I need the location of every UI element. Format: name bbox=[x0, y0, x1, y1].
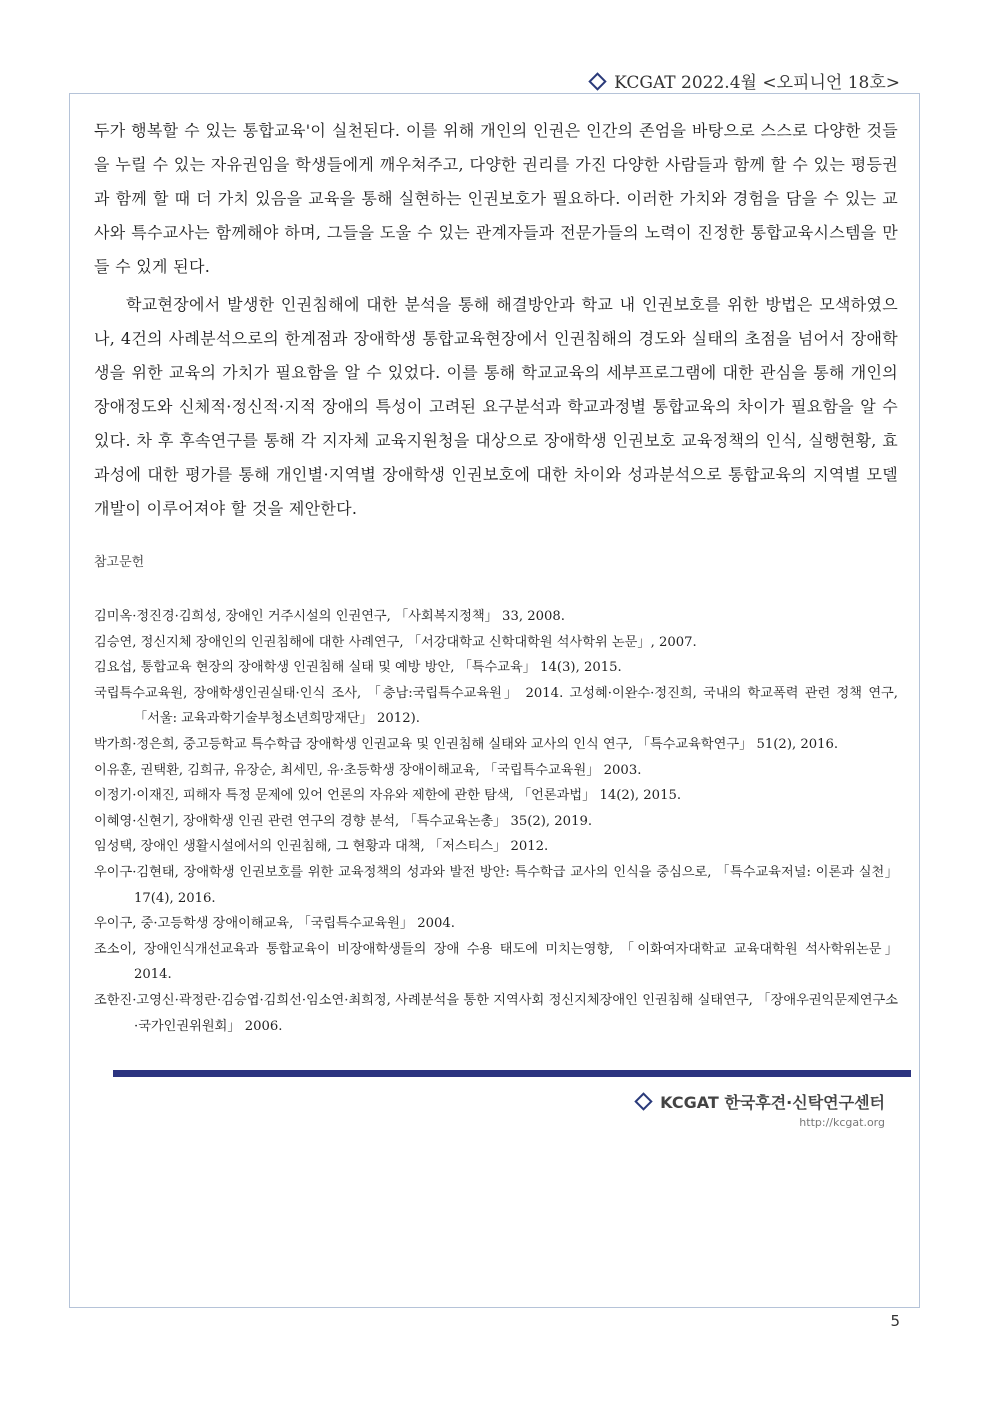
reference-item: 김미옥·정진경·김희성, 장애인 거주시설의 인권연구, 「사회복지정책」 33, 2008. bbox=[94, 609, 565, 624]
body-text bbox=[94, 114, 898, 526]
reference-item: 조한진·고영신·곽정란·김승엽·김희선·임소연·최희정, 사례분석을 통한 지역사회 정신지체장애인 인권침해 실태연구, 「장애우권익문제연구소·국가인권위원회」 2006. bbox=[94, 992, 898, 1034]
reference-item: 김승연, 정신지체 장애인의 인권침해에 대한 사례연구, 「서강대학교 신학대학원 석사학위 논문」, 2007. bbox=[94, 634, 697, 650]
footer-brand bbox=[520, 1090, 885, 1113]
reference-item: 임성택, 장애인 생활시설에서의 인권침해, 그 현황과 대책, 「저스티스」 2012. bbox=[94, 839, 549, 855]
reference-item: 박가희·정은희, 중고등학교 특수학급 장애학생 인권교육 및 인권침해 실태와 교사의 인식 연구, 「특수교육학연구」 51(2), 2016. bbox=[94, 736, 839, 752]
reference-item: 이혜영·신현기, 장애학생 인권 관련 연구의 경향 분석, 「특수교육논총」 35(2), 2019. bbox=[94, 813, 593, 829]
footer-divider bbox=[113, 1070, 911, 1077]
footer-brand-name: KCGAT 한국후견·신탁연구센터 bbox=[660, 1093, 885, 1112]
diamond-icon bbox=[588, 72, 606, 90]
diamond-icon bbox=[634, 1092, 652, 1110]
page-header bbox=[560, 68, 900, 93]
reference-item: 국립특수교육원, 장애학생인권실태·인식 조사, 「충남:국립특수교육원」 2014. 고성혜·이완수·정진희, 국내의 학교폭력 관련 정책 연구, 「서울: 교육과학기술부청소년희망재단」 2012). bbox=[94, 685, 898, 727]
references-title: 참고문헌 bbox=[94, 555, 145, 570]
body-paragraph: 학교현장에서 발생한 인권침해에 대한 분석을 통해 해결방안과 학교 내 인권보호를 위한 방법은 모색하였으나, 4건의 사례분석으로의 한계점과 장애학생 통합교육현장에서 인권침해의 경도와 실태의 초점을 넘어서 장애학생을 위한 교육의 가치가 필요함을 알 수 있었다. 이를 통해 학교교육의 세부프로그램에 대한 관심을 통해 개인의 장애정도와 신체적·정신적·지적 장애의 특성이 고려된 요구분석과 학교과정별 통합교육의 차이가 필요함을 알 수 있다. 차 후 후속연구를 통해 각 지자체 교육지원청을 대상으로 장애학생 인권보호 교육정책의 인식, 실행현황, 효과성에 대한 평가를 통해 개인별·지역별 장애학생 인권보호에 대한 차이와 성과분석으로 통합교육의 지역별 모델개발이 이루어져야 할 것을 제안한다. bbox=[94, 295, 898, 518]
footer-url[interactable]: http://kcgat.org bbox=[799, 1116, 885, 1129]
page-number: 5 bbox=[890, 1312, 900, 1330]
reference-item: 조소이, 장애인식개선교육과 통합교육이 비장애학생들의 장애 수용 태도에 미치는영향, 「이화여자대학교 교육대학원 석사학위논문」 2014. bbox=[94, 941, 898, 983]
reference-item: 김요섭, 통합교육 현장의 장애학생 인권침해 실태 및 예방 방안, 「특수교육」 14(3), 2015. bbox=[94, 660, 622, 676]
body-paragraph: 두가 행복할 수 있는 통합교육'이 실천된다. 이를 위해 개인의 인권은 인간의 존엄을 바탕으로 스스로 다양한 것들을 누릴 수 있는 자유권임을 학생들에게 깨우쳐주고, 다양한 권리를 가진 다양한 사람들과 함께 할 수 있는 평등권과 함께 할 때 더 가치 있음을 교육을 통해 실현하는 인권보호가 필요하다. 이러한 가치와 경험을 담을 수 있는 교사와 특수교사는 함께해야 하며, 그들을 도울 수 있는 관계자들과 전문가들의 노력이 진정한 통합교육시스템을 만들 수 있게 된다. bbox=[94, 121, 898, 276]
reference-item: 이유훈, 권택환, 김희규, 유장순, 최세민, 유·초등학생 장애이해교육, 「국립특수교육원」 2003. bbox=[94, 762, 642, 778]
references-list bbox=[94, 604, 898, 1039]
reference-item: 이정기·이재진, 피해자 특정 문제에 있어 언론의 자유와 제한에 관한 탐색, 「언론과법」 14(2), 2015. bbox=[94, 788, 682, 804]
header-title: KCGAT 2022.4월 <오피니언 18호> bbox=[614, 73, 900, 93]
reference-item: 우이구·김현태, 장애학생 인권보호를 위한 교육정책의 성과와 발전 방안: 특수학급 교사의 인식을 중심으로, 「특수교육저널: 이론과 실천」 17(4), 2016. bbox=[94, 864, 898, 906]
reference-item: 우이구, 중·고등학생 장애이해교육, 「국립특수교육원」 2004. bbox=[94, 916, 455, 932]
